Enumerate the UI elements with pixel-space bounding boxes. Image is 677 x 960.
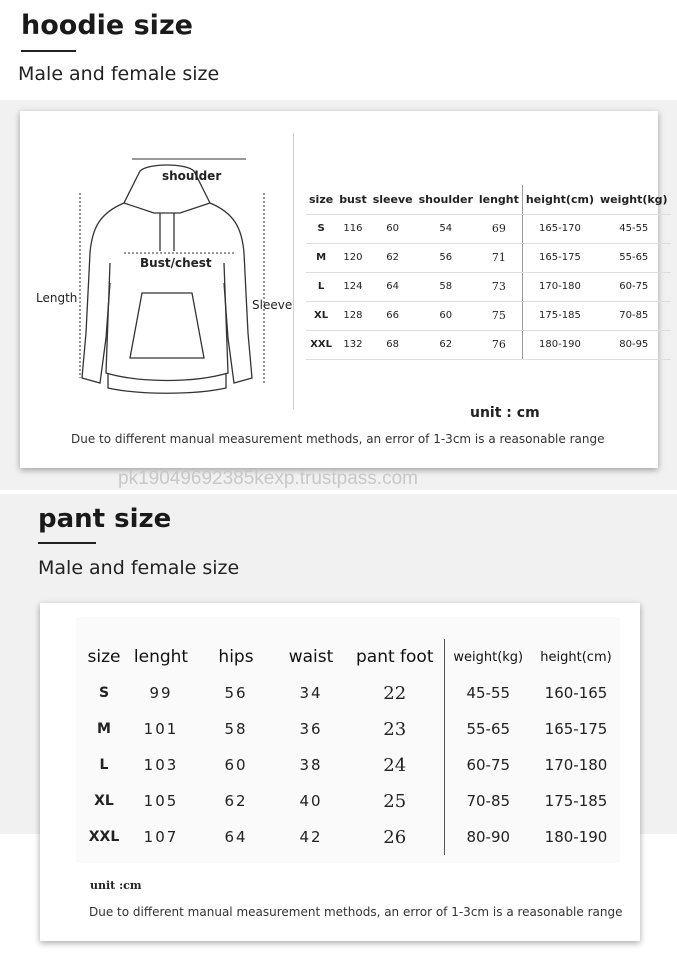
cell: 165-175 <box>522 243 597 272</box>
table-header: weight(kg) <box>444 639 532 675</box>
table-header: shoulder <box>416 185 476 214</box>
table-header: hips <box>218 647 254 667</box>
cell: 170-180 <box>522 272 597 301</box>
watermark: pk19049692385kexp.trustpass.com <box>118 468 418 489</box>
cell: 107 <box>143 828 179 846</box>
table-row <box>306 272 671 301</box>
cell: 68 <box>370 330 416 359</box>
cell: 62 <box>224 792 248 810</box>
cell: 165-170 <box>522 214 597 243</box>
cell: 80-90 <box>444 819 532 855</box>
cell: 56 <box>416 243 476 272</box>
table-header: lenght <box>476 185 523 214</box>
cell: L <box>306 272 336 301</box>
cell: M <box>306 243 336 272</box>
cell: S <box>306 214 336 243</box>
table-header: waist <box>288 647 334 667</box>
cell: XXL <box>306 330 336 359</box>
cell: 70-85 <box>444 783 532 819</box>
cell: 105 <box>143 792 179 810</box>
hoodie-size-table <box>306 185 671 360</box>
cell: 66 <box>370 301 416 330</box>
bust-label: Bust/chest <box>140 256 212 270</box>
cell: 24 <box>383 754 407 776</box>
hoodie-title-underline <box>21 50 76 52</box>
pant-size-table <box>82 639 620 855</box>
pant-unit: unit :cm <box>90 879 142 892</box>
cell: 99 <box>149 684 173 702</box>
table-row <box>82 819 620 855</box>
pant-subtitle: Male and female size <box>38 557 240 579</box>
cell: 175-185 <box>522 301 597 330</box>
cell: 80-95 <box>597 330 671 359</box>
cell: 55-65 <box>597 243 671 272</box>
cell: 60 <box>416 301 476 330</box>
pant-title: pant size <box>38 504 172 534</box>
cell: 101 <box>143 720 179 738</box>
table-header-row <box>306 185 671 214</box>
cell: 175-185 <box>544 792 608 810</box>
cell: 55-65 <box>444 711 532 747</box>
cell: 160-165 <box>544 684 608 702</box>
table-row <box>82 711 620 747</box>
cell: XXL <box>88 829 120 845</box>
cell: 58 <box>416 272 476 301</box>
table-header: pant foot <box>355 647 434 667</box>
cell: 132 <box>336 330 370 359</box>
sleeve-label: Sleeve <box>252 298 293 312</box>
table-header: size <box>306 185 336 214</box>
table-row <box>306 243 671 272</box>
table-row <box>306 301 671 330</box>
cell: 62 <box>416 330 476 359</box>
cell: 180-190 <box>544 828 608 846</box>
hoodie-unit: unit : cm <box>470 405 540 421</box>
pant-note: Due to different manual measurement methods, an error of 1-3cm is a reasonable range <box>89 905 623 919</box>
cell: 56 <box>224 684 248 702</box>
cell: 75 <box>476 301 523 330</box>
cell: 124 <box>336 272 370 301</box>
cell: 36 <box>299 720 323 738</box>
table-header: height(cm) <box>540 649 612 665</box>
cell: 40 <box>299 792 323 810</box>
hoodie-title: hoodie size <box>21 10 193 41</box>
table-header: lenght <box>133 647 189 667</box>
table-header: size <box>87 647 121 667</box>
cell: 60-75 <box>597 272 671 301</box>
table-row <box>82 783 620 819</box>
cell: 76 <box>476 330 523 359</box>
table-row <box>306 330 671 359</box>
hoodie-figure <box>36 133 294 409</box>
cell: 45-55 <box>444 675 532 711</box>
cell: 64 <box>224 828 248 846</box>
shoulder-label: shoulder <box>162 169 222 183</box>
cell: 62 <box>370 243 416 272</box>
table-header: sleeve <box>370 185 416 214</box>
cell: 54 <box>416 214 476 243</box>
cell: 34 <box>299 684 323 702</box>
table-header: height(cm) <box>522 185 597 214</box>
cell: L <box>99 757 109 773</box>
cell: 38 <box>299 756 323 774</box>
cell: 60 <box>224 756 248 774</box>
cell: 69 <box>476 214 523 243</box>
cell: 180-190 <box>522 330 597 359</box>
cell: M <box>97 721 111 737</box>
cell: 60-75 <box>444 747 532 783</box>
cell: S <box>98 685 110 701</box>
length-label: Length <box>36 291 78 305</box>
table-header-row <box>82 639 620 675</box>
hoodie-card <box>20 111 668 468</box>
cell: XL <box>94 793 114 809</box>
cell: 45-55 <box>597 214 671 243</box>
cell: 120 <box>336 243 370 272</box>
cell: 128 <box>336 301 370 330</box>
cell: 70-85 <box>597 301 671 330</box>
cell: 58 <box>224 720 248 738</box>
cell: 25 <box>383 790 407 812</box>
hoodie-subtitle: Male and female size <box>18 63 220 85</box>
cell: 23 <box>383 718 407 740</box>
hoodie-note: Due to different manual measurement methods, an error of 1-3cm is a reasonable range <box>71 432 605 446</box>
table-row <box>82 675 620 711</box>
cell: 73 <box>476 272 523 301</box>
cell: 64 <box>370 272 416 301</box>
cell: 170-180 <box>544 756 608 774</box>
cell: 60 <box>370 214 416 243</box>
cell: 22 <box>383 682 407 704</box>
pant-title-underline <box>38 542 96 544</box>
table-header: weight(kg) <box>597 185 671 214</box>
table-row <box>82 747 620 783</box>
pant-table-panel <box>76 617 620 863</box>
cell: XL <box>306 301 336 330</box>
table-row <box>306 214 671 243</box>
cell: 116 <box>336 214 370 243</box>
cell: 26 <box>383 826 407 848</box>
table-header: bust <box>336 185 370 214</box>
cell: 165-175 <box>544 720 608 738</box>
cell: 103 <box>143 756 179 774</box>
cell: 42 <box>299 828 323 846</box>
cell: 71 <box>476 243 523 272</box>
